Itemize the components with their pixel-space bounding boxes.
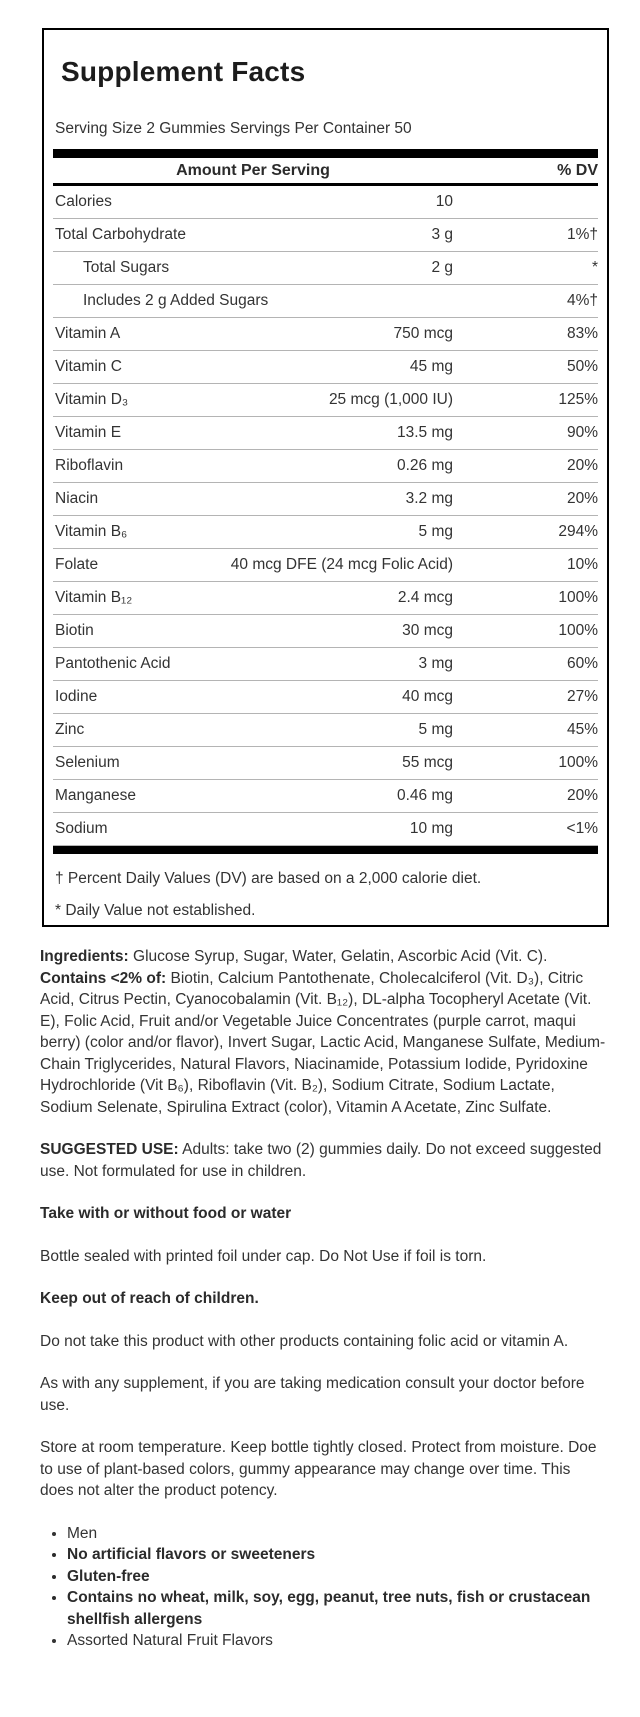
nutrient-name: Zinc [55,721,85,738]
table-row-manganese [53,780,598,813]
ingredients-paragraph [40,946,606,1118]
nutrient-dv: 83% [566,325,598,342]
nutrient-dv: 90% [566,424,598,441]
nutrient-dv: 100% [558,754,598,771]
nutrient-amount: 3 g [431,226,453,243]
label-body-copy [40,946,606,1652]
nutrient-amount: 3 mg [418,655,453,672]
nutrient-amount: 0.46 mg [396,787,453,804]
nutrient-dv: 50% [566,358,598,375]
table-row-zinc [53,714,598,747]
bullet-men: • Men [67,1523,606,1545]
nutrient-dv: 294% [558,523,598,540]
table-row-vitamin-e [53,417,598,450]
feature-bullet-list [40,1523,606,1652]
nutrient-amount: 2 g [431,259,453,276]
supplement-facts-panel [42,28,609,927]
bullet-gluten-free: • Gluten-free [67,1566,606,1588]
table-row-total-carbohydrate [53,219,598,252]
divider-bar-bottom [53,846,598,854]
nutrient-name: Vitamin E [55,424,122,441]
nutrient-name: Includes 2 g Added Sugars [83,292,269,309]
table-row-pantothenic-acid [53,648,598,681]
suggested-use-paragraph [40,1139,606,1182]
nutrient-name: Total Sugars [83,259,170,276]
nutrient-dv: 100% [558,622,598,639]
table-row-vitamin-c [53,351,598,384]
nutrient-name: Vitamin C [55,358,122,375]
nutrient-amount: 0.26 mg [396,457,453,474]
nutrient-dv: 4%† [566,292,598,309]
table-row-vitamin-d3 [53,384,598,417]
table-row-iodine [53,681,598,714]
nutrient-amount: 3.2 mg [405,490,453,507]
table-row-vitamin-a [53,318,598,351]
table-header-row [53,158,598,186]
medication-warning: As with any supplement, if you are taking medication consult your doctor before use. [40,1375,585,1414]
nutrient-dv: 100% [558,589,598,606]
nutrient-amount: 13.5 mg [396,424,453,441]
bullet-assorted-flavors: • Assorted Natural Fruit Flavors [67,1630,606,1652]
nutrient-dv: <1% [566,820,598,837]
storage-instructions: Store at room temperature. Keep bottle tightly closed. Protect from moisture. Doe to use of plant-based colors, gummy appearance may change over time. This does not alter the product potency. [40,1439,597,1499]
table-row-added-sugars [53,285,598,318]
suggested-use-text: Adults: take two (2) gummies daily. Do not exceed suggested use. Not formulated for use in children. [40,1141,602,1180]
take-with-statement: Take with or without food or water [40,1205,292,1222]
nutrient-amount: 5 mg [418,523,453,540]
nutrient-name: Selenium [55,754,120,771]
panel-title: Supplement Facts [61,56,306,87]
keep-out-of-reach-statement: Keep out of reach of children. [40,1290,259,1307]
table-row-niacin [53,483,598,516]
nutrient-dv: 20% [566,490,598,507]
nutrient-amount: 10 mg [409,820,453,837]
contains-text: Biotin, Calcium Pantothenate, Cholecalciferol (Vit. D₃), Citric Acid, Citrus Pectin, Cyanocobalamin (Vit. B₁₂), DL-alpha Tocopheryl Acetate (Vit. E), Folic Acid, Fruit and/or Vegetable Juice Concentrates (purple carrot, maqui berry) (color and/or flavor), Invert Sugar, Lactic Acid, Manganese Sulfate, Medium-Chain Triglycerides, Natural Flavors, Niacinamide, Potassium Iodide, Pyridoxine Hydrochloride (Vit B₆), Riboflavin (Vit. B₂), Sodium Citrate, Sodium Lactate, Sodium Selenate, Spirulina Extract (color), Vitamin A Acetate, Zinc Sulfate. [40,969,606,1116]
folic-acid-warning: Do not take this product with other products containing folic acid or vitamin A. [40,1332,569,1350]
table-row-sodium [53,813,598,846]
nutrient-amount: 2.4 mcg [397,589,453,606]
table-row-selenium [53,747,598,780]
nutrient-name: Vitamin D₃ [55,391,129,408]
table-row-vitamin-b6 [53,516,598,549]
nutrient-dv: 45% [566,721,598,738]
nutrient-dv: 10% [566,556,598,573]
nutrient-name: Vitamin B₆ [55,523,128,540]
footnote-daily-values: † Percent Daily Values (DV) are based on a 2,000 calorie diet. [55,870,482,887]
divider-bar-top [53,149,598,158]
table-row-vitamin-b12 [53,582,598,615]
nutrient-amount: 30 mcg [402,622,453,639]
nutrient-name: Folate [55,556,99,573]
foil-seal-statement: Bottle sealed with printed foil under cap. Do Not Use if foil is torn. [40,1247,487,1265]
nutrient-dv: 60% [566,655,598,672]
nutrient-name: Iodine [55,688,98,705]
nutrient-dv: 125% [558,391,598,408]
table-row-total-sugars [53,252,598,285]
nutrient-amount: 750 mcg [393,325,453,342]
nutrient-name: Niacin [55,490,99,507]
nutrient-name: Vitamin A [55,325,121,342]
nutrient-name: Total Carbohydrate [55,226,186,243]
bullet-allergens: • Contains no wheat, milk, soy, egg, peanut, tree nuts, fish or crustacean shellfish allergens [67,1587,606,1630]
nutrient-amount: 55 mcg [402,754,453,771]
table-row-biotin [53,615,598,648]
nutrient-name: Riboflavin [55,457,124,474]
nutrient-dv: 27% [566,688,598,705]
table-row-calories [53,186,598,219]
header-percent-dv: % DV [557,162,598,179]
nutrient-amount: 40 mcg DFE (24 mcg Folic Acid) [230,556,453,573]
nutrient-name: Manganese [55,787,137,804]
nutrient-name: Biotin [55,622,94,639]
nutrient-dv: 20% [566,787,598,804]
ingredients-text: Glucose Syrup, Sugar, Water, Gelatin, Ascorbic Acid (Vit. C). [128,948,548,965]
contains-label: Contains <2% of: [40,969,167,987]
nutrient-name: Sodium [55,820,108,837]
nutrient-amount: 25 mcg (1,000 IU) [328,391,453,408]
suggested-use-label: SUGGESTED USE: [40,1141,179,1158]
ingredients-label: Ingredients: [40,948,129,965]
table-row-folate [53,549,598,582]
nutrient-name: Calories [55,193,112,210]
nutrient-dv: 1%† [566,226,598,243]
nutrient-dv: * [591,259,598,276]
nutrient-amount: 10 [435,193,453,210]
header-amount-per-serving: Amount Per Serving [176,162,330,179]
nutrient-amount: 5 mg [418,721,453,738]
nutrient-dv: 20% [566,457,598,474]
table-row-riboflavin [53,450,598,483]
bullet-no-artificial-flavors: • No artificial flavors or sweeteners [67,1544,606,1566]
nutrient-name: Vitamin B₁₂ [55,589,133,606]
nutrient-amount: 40 mcg [402,688,453,705]
nutrient-amount: 45 mg [409,358,453,375]
footnote-dv-not-established: * Daily Value not established. [55,902,256,919]
nutrient-name: Pantothenic Acid [55,655,171,672]
serving-size-line: Serving Size 2 Gummies Servings Per Container 50 [55,120,412,137]
